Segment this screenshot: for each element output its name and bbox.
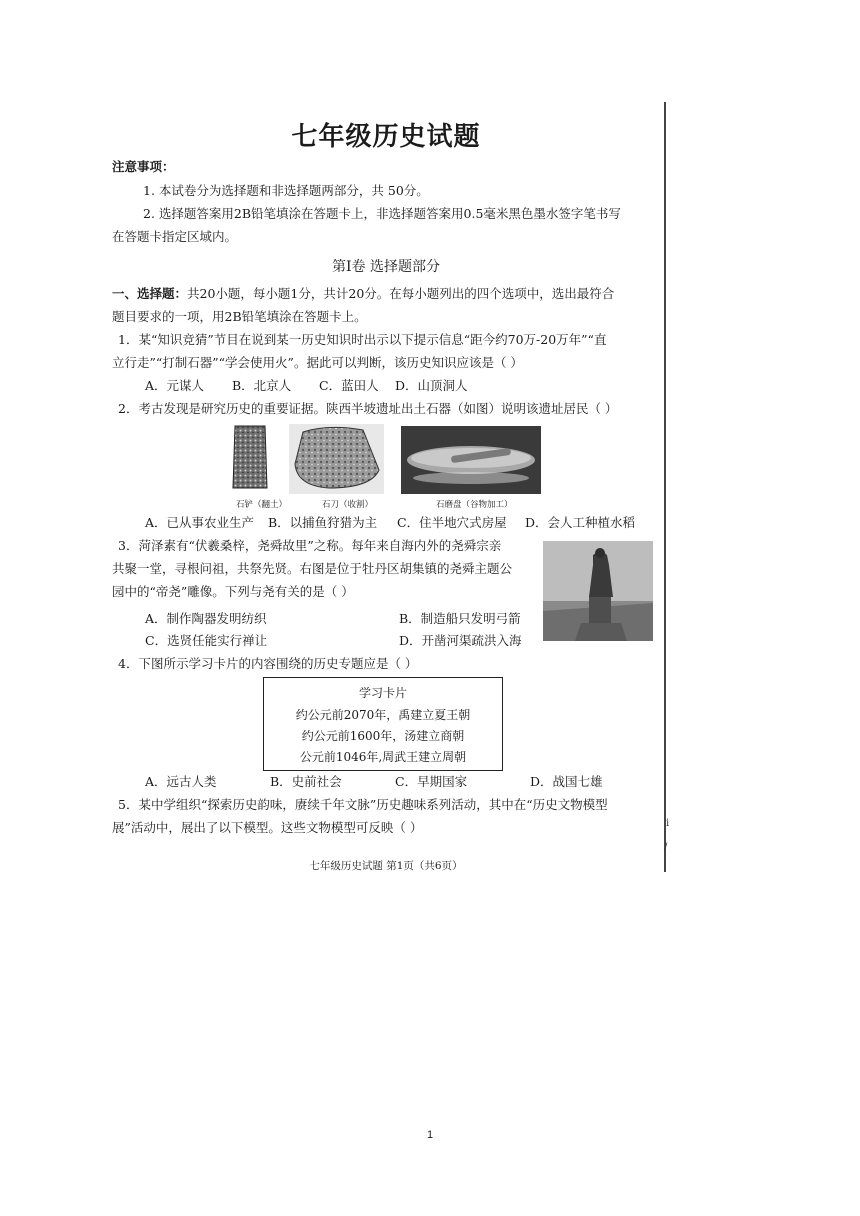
notice-2-cont: 在答题卡指定区域内。 [112, 229, 238, 244]
emperor-yao-statue-image [543, 541, 653, 641]
scan-edge-line [664, 102, 666, 872]
page-number: 1 [426, 1129, 434, 1141]
q2-option-c: C．住半地穴式房屋 [397, 515, 507, 530]
caption-quern: 石磨盘（谷物加工） [436, 500, 513, 510]
notice-heading: 注意事项： [112, 159, 175, 174]
q3-option-c: C．选贤任能实行禅让 [145, 633, 268, 648]
q2-stem: 2．考古发现是研究历史的重要证据。陕西半坡遗址出土石器（如图）说明该遗址居民（ ） [118, 401, 618, 416]
caption-shovel: 石铲（翻土） [236, 500, 288, 510]
scan-edge-mark: i [666, 818, 670, 829]
q3-option-a: A．制作陶器发明纺织 [145, 611, 267, 626]
notice-1: 1. 本试卷分为选择题和非选择题两部分，共 50分。 [143, 183, 429, 198]
q5-stem-cont: 展”活动中，展出了以下模型。这些文物模型可反映（ ） [112, 820, 423, 835]
page-title: 七年级历史试题 [291, 122, 481, 152]
part-intro [112, 286, 614, 302]
stone-shovel-image [229, 424, 271, 492]
part-intro-cont: 题目要求的一项，用2B铅笔填涂在答题卡上。 [112, 309, 367, 324]
stone-knife-image [289, 424, 384, 494]
study-card-line-2: 约公元前1600年，汤建立商朝 [301, 729, 465, 743]
q1-stem-cont: 立行走”“打制石器”“学会使用火”。据此可以判断，该历史知识应该是（ ） [112, 355, 523, 370]
q3-stem-cont-2: 园中的“帝尧”雕像。下列与尧有关的是（ ） [112, 584, 354, 599]
q4-option-d: D．战国七雄 [530, 774, 603, 789]
q3-stem-cont-1: 共聚一堂，寻根问祖，共祭先贤。右图是位于牡丹区胡集镇的尧舜主题公 [112, 561, 513, 576]
q2-option-b: B．以捕鱼狩猎为主 [268, 515, 378, 530]
caption-knife: 石刀（收割） [322, 500, 374, 510]
study-card-title: 学习卡片 [358, 686, 407, 700]
page-footer: 七年级历史试题 第1页（共6页） [309, 860, 463, 872]
q4-option-c: C．早期国家 [395, 774, 468, 789]
q2-option-a: A．已从事农业生产 [145, 515, 255, 530]
q5-stem: 5．某中学组织“探索历史韵味，赓续千年文脉”历史趣味系列活动，其中在“历史文物模型 [118, 797, 608, 812]
q3-stem: 3．菏泽素有“伏羲桑梓，尧舜故里”之称。每年来自海内外的尧舜宗亲 [118, 538, 502, 553]
q1-option-d: D．山顶洞人 [395, 378, 468, 393]
q4-option-b: B．史前社会 [270, 774, 342, 789]
study-card [263, 677, 503, 771]
study-card-line-1: 约公元前2070年，禹建立夏王朝 [295, 708, 471, 722]
q3-option-b: B．制造船只发明弓箭 [399, 611, 521, 626]
study-card-line-3: 公元前1046年,周武王建立周朝 [299, 750, 467, 764]
q4-stem: 4．下图所示学习卡片的内容围绕的历史专题应是（ ） [118, 656, 418, 671]
q4-option-a: A．远古人类 [145, 774, 217, 789]
stone-quern-image [401, 426, 541, 494]
q1-option-c: C．蓝田人 [319, 378, 379, 393]
q3-option-d: D．开凿河渠疏洪入海 [399, 633, 522, 648]
section-title: 第Ⅰ卷 选择题部分 [332, 259, 440, 275]
notice-2: 2. 选择题答案用2B铅笔填涂在答题卡上，非选择题答案用0.5毫米黑色墨水签字笔书写 [143, 206, 621, 221]
q1-option-a: A．元谋人 [145, 378, 205, 393]
part-intro-text: 共20小题，每小题1分，共计20分。在每小题列出的四个选项中，选出最符合 [187, 286, 615, 301]
part-label: 一、选择题： [112, 286, 188, 301]
scan-edge-mark: / [664, 842, 668, 853]
q1-option-b: B．北京人 [232, 378, 292, 393]
q1-stem: 1．某“知识竞猜”节目在说到某一历史知识时出示以下提示信息“距今约70万-20万年”“直 [118, 332, 607, 347]
q2-option-d: D．会人工种植水稻 [525, 515, 636, 530]
